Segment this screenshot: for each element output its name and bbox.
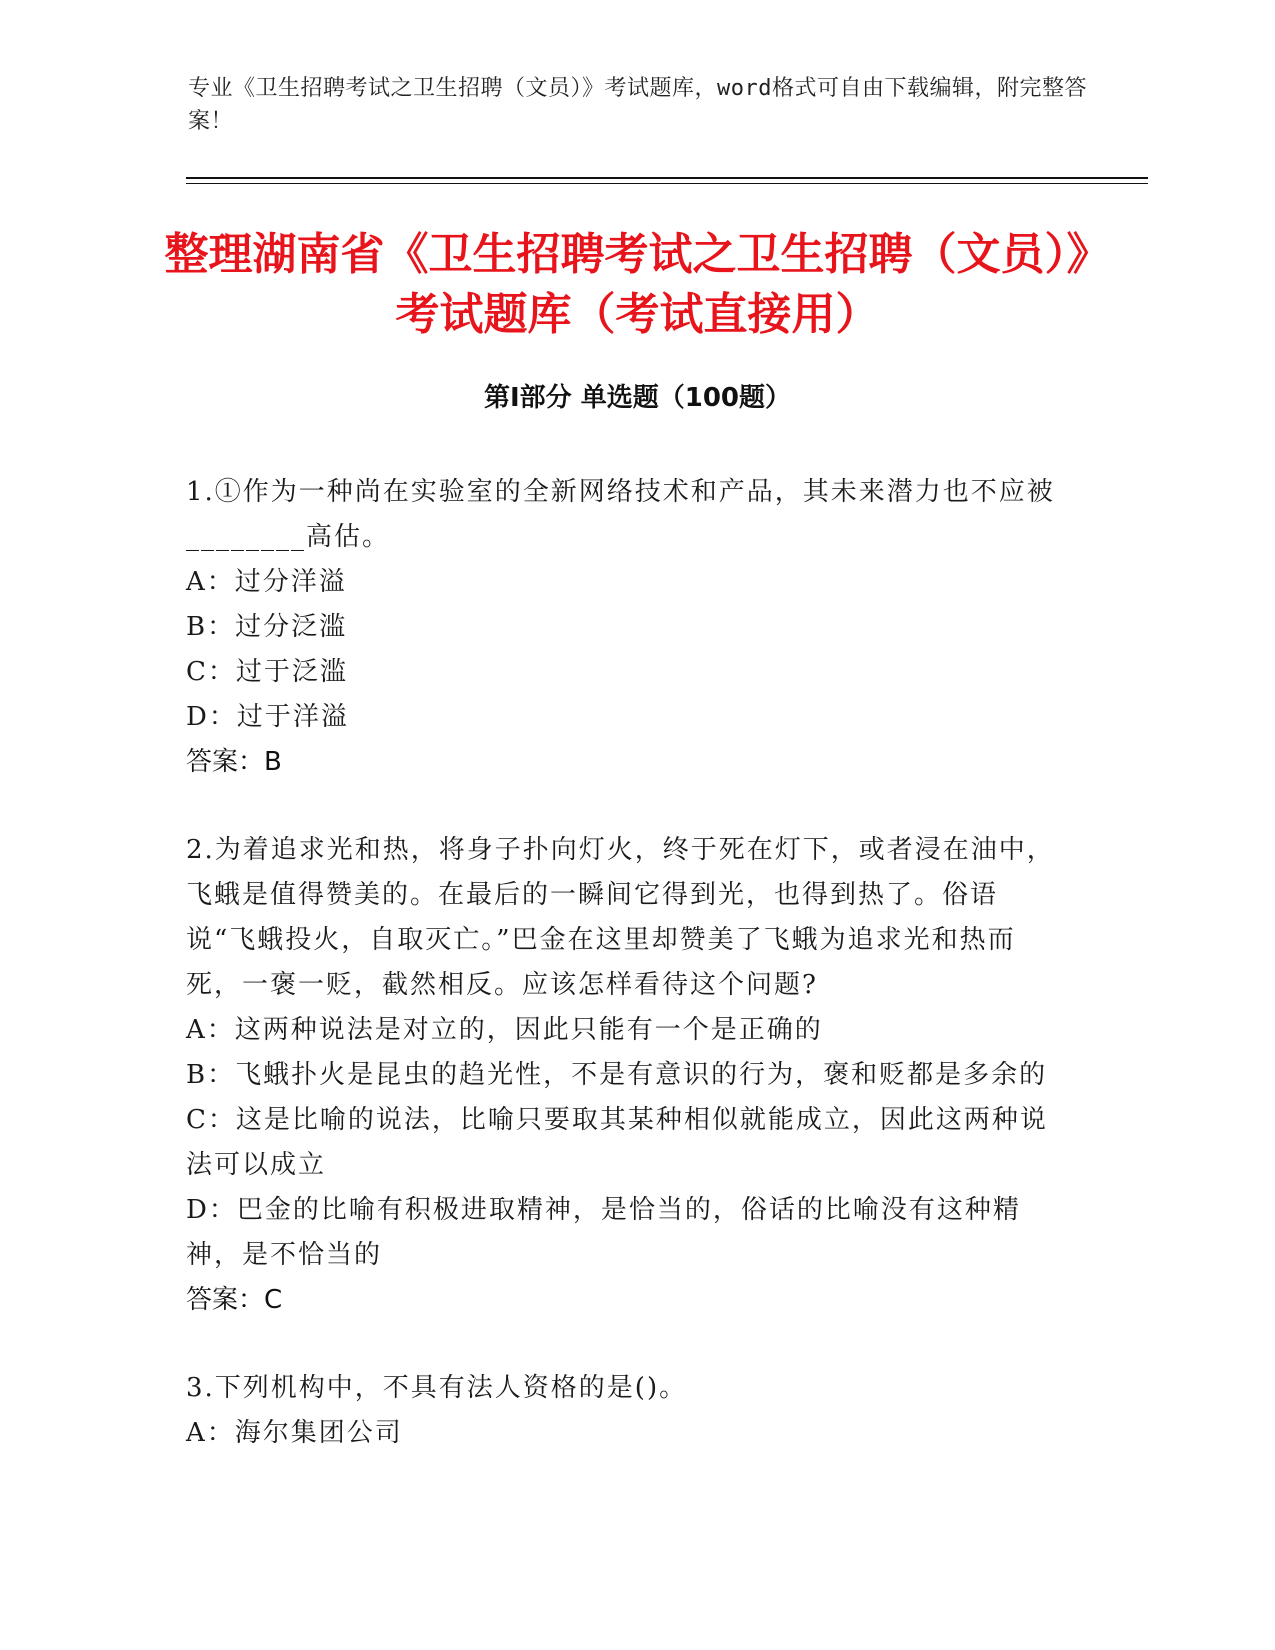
option-c: C：这是比喻的说法，比喻只要取其某种相似就能成立，因此这两种说法可以成立 bbox=[186, 1105, 1048, 1180]
option-b: B：过分泛滥 bbox=[186, 612, 348, 642]
option-a: A：这两种说法是对立的，因此只能有一个是正确的 bbox=[186, 1015, 823, 1045]
header-note: 专业《卫生招聘考试之卫生招聘（文员）》考试题库，word格式可自由下载编辑，附完整答案！ bbox=[188, 76, 1087, 134]
option-a: A：过分洋溢 bbox=[186, 567, 347, 597]
option-a: A：海尔集团公司 bbox=[186, 1418, 403, 1448]
section-title: 第Ⅰ部分 单选题（100题） bbox=[484, 383, 791, 413]
question-stem: 1.①作为一种尚在实验室的全新网络技术和产品，其未来潜力也不应被________高估。 bbox=[186, 477, 1055, 552]
option-d: D：巴金的比喻有积极进取精神，是恰当的，俗话的比喻没有这种精神，是不恰当的 bbox=[186, 1195, 1021, 1270]
question-list bbox=[186, 470, 1066, 1499]
question-stem: 2.为着追求光和热，将身子扑向灯火，终于死在灯下，或者浸在油中，飞蛾是值得赞美的。在最后的一瞬间它得到光，也得到热了。俗语说“飞蛾投火，自取灭亡。”巴金在这里却赞美了飞蛾为追求光和热而死，一褒一贬，截然相反。应该怎样看待这个问题? bbox=[186, 835, 1055, 1000]
question-2 bbox=[186, 828, 1066, 1323]
header-divider-thin bbox=[186, 183, 1148, 184]
option-d: D：过于洋溢 bbox=[186, 702, 349, 732]
answer: 答案：B bbox=[186, 747, 282, 777]
question-stem: 3.下列机构中，不具有法人资格的是()。 bbox=[186, 1373, 688, 1403]
header-divider-thick bbox=[186, 177, 1148, 179]
option-b: B：飞蛾扑火是昆虫的趋光性，不是有意识的行为，褒和贬都是多余的 bbox=[186, 1060, 1048, 1090]
question-3 bbox=[186, 1366, 1066, 1456]
document-title: 整理湖南省《卫生招聘考试之卫生招聘（文员）》考试题库（考试直接用） bbox=[164, 229, 1111, 340]
option-c: C：过于泛滥 bbox=[186, 657, 348, 687]
answer: 答案：C bbox=[186, 1285, 283, 1315]
question-1 bbox=[186, 470, 1066, 785]
